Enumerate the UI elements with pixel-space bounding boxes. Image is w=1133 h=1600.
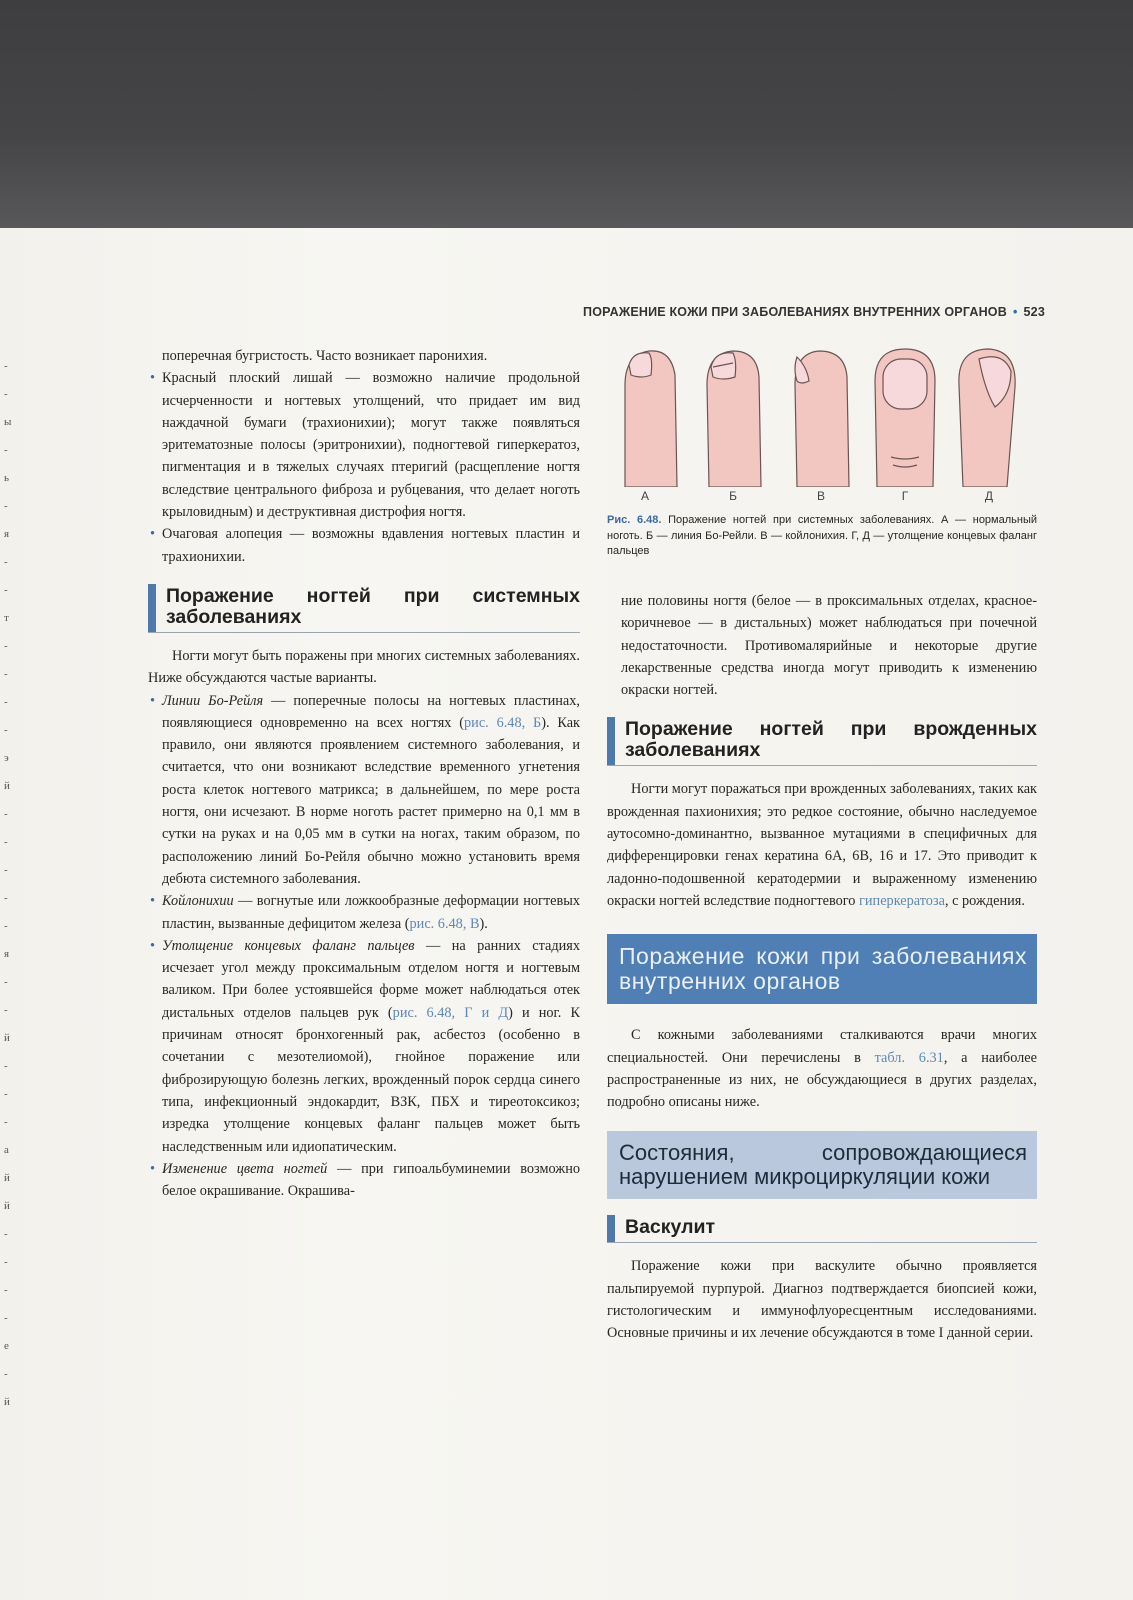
paragraph-vasculitis: Поражение кожи при васкулите обычно проявляется пальпируемой пурпурой. Диагноз подтверждается биопсией кожи, гистологическим и иммунофлуоресцентным исследованиями. Основные причины и их лечение обсуждаются в томе I данной серии. (607, 1258, 1037, 1342)
margin-mark: й (4, 1200, 10, 1212)
margin-mark: е (4, 1340, 9, 1352)
margin-mark: ь (4, 472, 10, 484)
paragraph-congenital (607, 778, 1037, 912)
margin-mark: - (4, 836, 8, 848)
figure-caption-number: Рис. 6.48. (607, 514, 662, 526)
text-specialists-2: , а наиболее распространенные из них, не обсуждающиеся в других разделах, подробно описаны ниже. (607, 1049, 1037, 1111)
figure-6-48 (607, 345, 1037, 585)
right-column (607, 590, 1037, 1345)
figure-label-a: А (640, 489, 649, 503)
figure-label-v: В (816, 489, 825, 503)
margin-mark: - (4, 500, 8, 512)
margin-mark: - (4, 864, 8, 876)
margin-mark: й (4, 1172, 10, 1184)
term-beau-lines: Линии Бо-Рейля (162, 692, 264, 709)
text-congenital-2: , с рождения. (944, 892, 1025, 909)
running-head-title: ПОРАЖЕНИЕ КОЖИ ПРИ ЗАБОЛЕВАНИЯХ ВНУТРЕННИХ ОРГАНОВ (583, 305, 1007, 319)
list-item-koilonychia (148, 890, 580, 935)
text-club-2: ) и ног. К причинам относят бронхогенный рак, асбестоз (особенно в сочетании с мезотелиомой), гнойное поражение или фиброзирующую болезнь легких, врожденный порок сердца синего типа, инфекционный эндокардит, ВЗК, ПБХ и тиреотоксикоз; изредка утолщение концевых фаланг пальцев может быть наследственным или идиопатическим. (162, 1004, 580, 1155)
figure-reference-link[interactable]: рис. 6.48, В (409, 915, 480, 932)
table-reference-link[interactable]: табл. 6.31 (874, 1049, 944, 1066)
text-beau-1: — поперечные полосы на ногтевых пластинах, появляющиеся одновременно на всех ногтях ( (162, 692, 580, 731)
list-item-alopecia: • Очаговая алопеция — возможны вдавления ногтевых пластин и трахионихии. (148, 523, 580, 568)
text-congenital-1: Ногти могут поражаться при врожденных заболеваниях, таких как врожденная пахионихия; это редкое состояние, обычно наследуемое аутосомно-доминантно, вызванное мутациями в специфичных для дифференцировки генах кератина 6А, 6В, 16 и 17. Это приводит к ладонно-подошвенной кератодермии и выраженному изменению окраски ногтей вследствие подногтевого (607, 781, 1037, 909)
finger-normal-icon (625, 351, 677, 487)
margin-mark: - (4, 1256, 8, 1268)
list-item-lichen-planus: • Красный плоский лишай — возможно наличие продольной исчерченности и ногтевых утолщений, что придает им вид наждачной бумаги (трахионихии); могут также появляться эритематозные полосы (эритронихии), подногтевой гиперкератоз, пигментация и в тяжелых случаях птеригий (расщепление ногтя вследствие центрального фиброза и рубцевания, что делает ноготь крыловидным) и деструктивная дистрофия ногтя. (148, 367, 580, 523)
figure-reference-link[interactable]: рис. 6.48, Г и Д (392, 1004, 509, 1021)
margin-mark: - (4, 640, 8, 652)
list-item-clubbing (148, 935, 580, 1158)
term-koilonychia: Койлонихии (162, 893, 234, 910)
term-nail-color: Изменение цвета ногтей (162, 1160, 328, 1177)
text-koilo-1: — вогнутые или ложкообразные деформации ногтевых пластин, вызванные дефицитом железа ( (162, 893, 580, 932)
section-heading-vasculitis: Васкулит (607, 1215, 1037, 1243)
margin-mark: - (4, 1088, 8, 1100)
paragraph-specialists (607, 1024, 1037, 1113)
margin-mark: - (4, 1284, 8, 1296)
margin-mark: - (4, 1116, 8, 1128)
margin-mark: а (4, 1144, 9, 1156)
finger-koilonychia-icon (795, 351, 849, 487)
subchapter-banner-microcirculation: Состояния, сопровождающиеся нарушением микроциркуляции кожи (607, 1131, 1037, 1199)
margin-mark: - (4, 1368, 8, 1380)
figure-label-b: Б (729, 489, 737, 503)
finger-beau-lines-icon (707, 351, 761, 487)
text-color: — при гипоальбуминемии возможно белое окрашивание. Окрашива- (162, 1160, 580, 1200)
list-item-nail-color (148, 1158, 580, 1203)
scanner-shadow-band (0, 0, 1133, 228)
margin-mark: - (4, 388, 8, 400)
paragraph-continuation: поперечная бугристость. Часто возникает паронихия. (162, 348, 488, 364)
margin-mark: - (4, 556, 8, 568)
margin-mark: э (4, 752, 9, 764)
section-heading-systemic: Поражение ногтей при системных заболеваниях (148, 584, 580, 633)
paragraph-nail-color-continued: ние половины ногтя (белое — в проксимальных отделах, красное-коричневое — в дистальных) может наблюдаться при почечной недостаточности. Противомалярийные и некоторые другие лекарственные средства иногда могут приводить к изменению окраски ногтей. (621, 593, 1037, 699)
text-beau-2: ). Как правило, они являются проявлением системного заболевания, и считается, что они возникают вследствие временного угнетения роста клеток ногтевого матрикса; в дальнейшем, по мере роста ногтя, они исчезают. В норме ноготь растет примерно на 0,1 мм в сутки на руках и на 0,05 мм в сутки на ногах, таким образом, по расположению линий Бо-Рейля обычно можно установить время дебюта системного заболевания. (162, 714, 580, 887)
page-number: 523 (1023, 305, 1045, 319)
running-head (480, 305, 1045, 319)
figure-caption-text: Поражение ногтей при системных заболеваниях. А — нормальный ноготь. Б — линия Бо-Рейли. В — койлонихия. Г, Д — утолщение концевых фаланг пальцев (607, 514, 1038, 557)
margin-mark: - (4, 584, 8, 596)
margin-mark: й (4, 1032, 10, 1044)
section-heading-congenital: Поражение ногтей при врожденных заболеваниях (607, 717, 1037, 766)
text-club-1: — на ранних стадиях исчезает угол между проксимальным отделом ногтя и ногтевым валиком. При более устоявшейся форме может наблюдаться отек дистальных отделов пальцев рук ( (162, 937, 580, 1021)
margin-mark: - (4, 1312, 8, 1324)
margin-mark: - (4, 444, 8, 456)
margin-mark: - (4, 1060, 8, 1072)
margin-mark: й (4, 1396, 10, 1408)
list-item-beau-lines (148, 690, 580, 891)
margin-mark: й (4, 780, 10, 792)
finger-clubbing-front-icon (875, 349, 935, 487)
margin-mark: - (4, 724, 8, 736)
chapter-banner-internal-organs: Поражение кожи при заболеваниях внутренних органов (607, 934, 1037, 1004)
margin-mark: - (4, 668, 8, 680)
glossary-link[interactable]: гиперкератоза (859, 892, 945, 909)
figure-reference-link[interactable]: рис. 6.48, Б (464, 714, 542, 731)
finger-illustrations (607, 345, 1037, 487)
margin-mark: - (4, 1004, 8, 1016)
figure-caption (607, 513, 1037, 560)
text-koilo-2: ). (479, 915, 488, 932)
figure-label-g: Г (901, 489, 909, 503)
margin-mark: - (4, 360, 8, 372)
paragraph-systemic-intro: Ногти могут быть поражены при многих системных заболеваниях. Ниже обсуждаются частые варианты. (148, 647, 580, 687)
margin-mark: - (4, 920, 8, 932)
margin-mark: я (4, 528, 10, 540)
margin-mark: ы (4, 416, 12, 428)
margin-mark: я (4, 948, 10, 960)
margin-mark: - (4, 892, 8, 904)
figure-panel-labels (607, 489, 1037, 509)
margin-mark: - (4, 696, 8, 708)
figure-label-d: Д (984, 489, 994, 503)
left-column (148, 345, 580, 1202)
text-specialists-1: С кожными заболеваниями сталкиваются врачи многих специальностей. Они перечислены в (607, 1027, 1037, 1066)
margin-mark: - (4, 1228, 8, 1240)
term-clubbing: Утолщение концевых фаланг пальцев (162, 937, 415, 954)
margin-mark: - (4, 976, 8, 988)
running-head-bullet: • (1012, 305, 1018, 319)
margin-mark: т (4, 612, 9, 624)
margin-mark: - (4, 808, 8, 820)
finger-clubbing-side-icon (959, 349, 1015, 487)
